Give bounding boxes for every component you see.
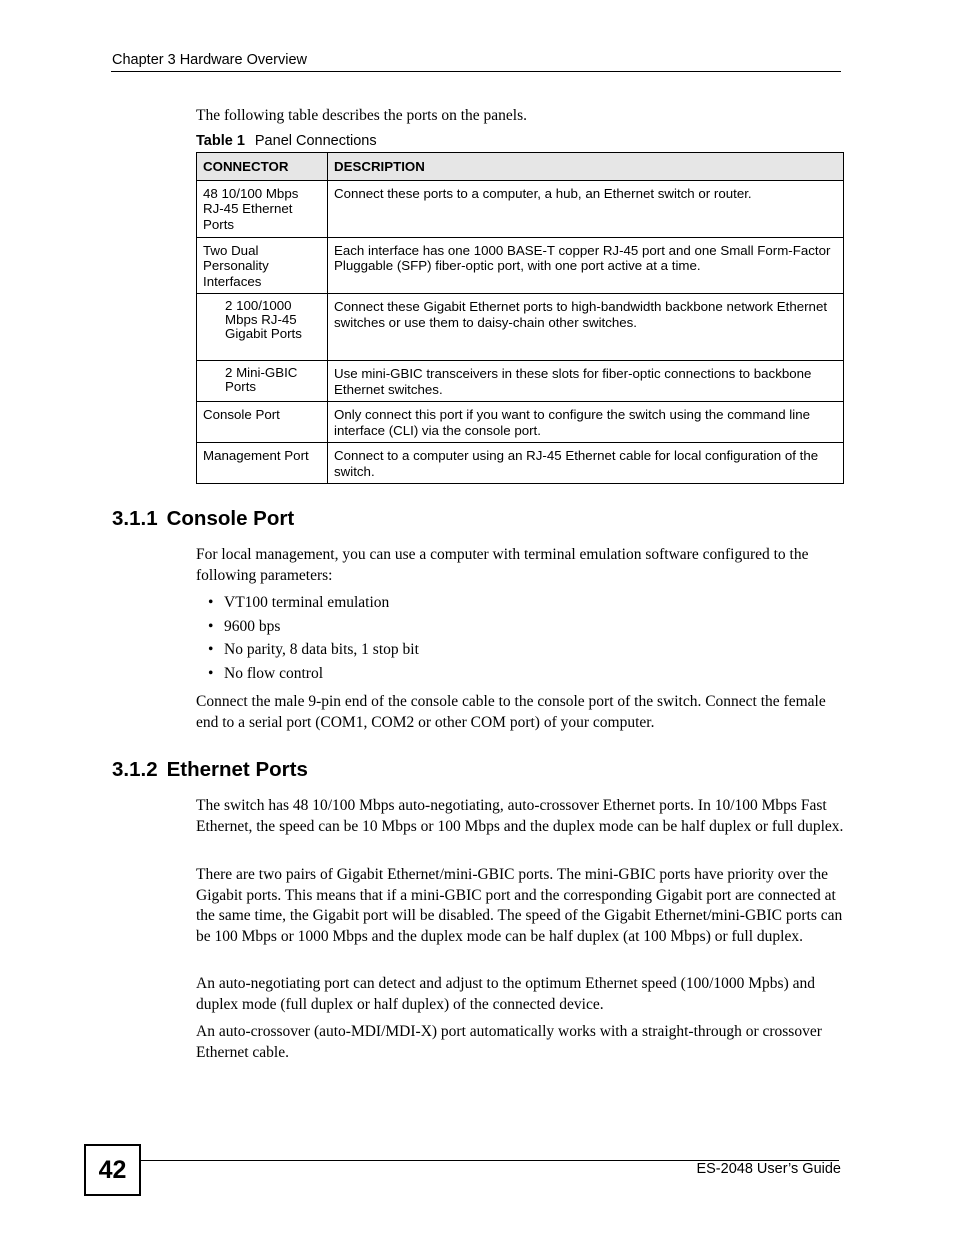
console-parameters-list xyxy=(196,591,419,685)
column-header-connector: CONNECTOR xyxy=(197,153,328,181)
section-title: Ethernet Ports xyxy=(166,758,308,781)
table-caption-title: Panel Connections xyxy=(254,133,377,149)
column-header-description: DESCRIPTION xyxy=(328,153,844,181)
list-item: • No parity, 8 data bits, 1 stop bit xyxy=(196,638,419,662)
table-intro: The following table describes the ports on the panels. xyxy=(196,107,528,124)
table-header-row xyxy=(197,153,844,181)
connector-cell: Console Port xyxy=(197,402,328,443)
ethernet-paragraph: An auto-crossover (auto-MDI/MDI-X) port automatically works with a straight-through or crossover Ethernet cable. xyxy=(196,1023,822,1061)
list-item: • No flow control xyxy=(196,662,419,686)
section-title: Console Port xyxy=(166,507,295,530)
panel-connections-table xyxy=(196,152,844,484)
section-number: 3.1.1 xyxy=(112,507,158,530)
table-row xyxy=(197,402,844,443)
console-intro-paragraph: For local management, you can use a computer with terminal emulation software configured to the following parameters: xyxy=(196,546,809,584)
running-head: Chapter 3 Hardware Overview xyxy=(112,52,308,68)
table-row xyxy=(197,361,844,402)
section-heading-ethernet-ports xyxy=(112,758,308,782)
description-cell: Each interface has one 1000 BASE-T copper RJ-45 port and one Small Form-Factor Pluggable (SFP) fiber-optic port, with one port active at a time. xyxy=(328,237,844,294)
table-row xyxy=(197,443,844,484)
table-caption xyxy=(196,133,377,149)
section-number: 3.1.2 xyxy=(112,758,158,781)
table-row xyxy=(197,180,844,237)
description-cell: Connect these ports to a computer, a hub, an Ethernet switch or router. xyxy=(328,180,844,237)
description-cell: Connect these Gigabit Ethernet ports to high-bandwidth backbone network Ethernet switches or use them to daisy-chain other switches. xyxy=(328,294,844,361)
ethernet-paragraph: The switch has 48 10/100 Mbps auto-negotiating, auto-crossover Ethernet ports. In 10/100 Mbps Fast Ethernet, the speed can be 10 Mbps or 100 Mbps and the duplex mode can be half duplex or full duplex. xyxy=(196,797,844,835)
table-row xyxy=(197,237,844,294)
section-heading-console-port xyxy=(112,507,294,531)
table-caption-label: Table 1 xyxy=(196,133,245,149)
guide-title: ES-2048 User’s Guide xyxy=(696,1161,841,1177)
description-cell: Use mini-GBIC transceivers in these slots for fiber-optic connections to backbone Ethernet switches. xyxy=(328,361,844,402)
connector-cell: Management Port xyxy=(197,443,328,484)
description-cell: Only connect this port if you want to configure the switch using the command line interface (CLI) via the console port. xyxy=(328,402,844,443)
ethernet-paragraph: An auto-negotiating port can detect and adjust to the optimum Ethernet speed (100/1000 Mpbs) and duplex mode (full duplex or half duplex) of the connected device. xyxy=(196,975,815,1013)
connector-cell: 48 10/100 Mbps RJ-45 Ethernet Ports xyxy=(197,180,328,237)
page-number: 42 xyxy=(84,1144,141,1196)
console-closing-paragraph: Connect the male 9-pin end of the console cable to the console port of the switch. Connect the female end to a serial port (COM1, COM2 or other COM port) of your computer. xyxy=(196,693,826,731)
connector-cell: 2 Mini-GBIC Ports xyxy=(197,361,328,402)
connector-cell: Two Dual Personality Interfaces xyxy=(197,237,328,294)
list-item: • 9600 bps xyxy=(196,615,419,639)
list-item: • VT100 terminal emulation xyxy=(196,591,419,615)
connector-cell: 2 100/1000 Mbps RJ-45 Gigabit Ports xyxy=(197,294,328,361)
table-row xyxy=(197,294,844,361)
ethernet-paragraph: There are two pairs of Gigabit Ethernet/mini-GBIC ports. The mini-GBIC ports have priority over the Gigabit ports. This means that if a mini-GBIC port and the corresponding Gigabit port are connected at the same time, the Gigabit port will be disabled. The speed of the Gigabit Ethernet/mini-GBIC ports can be 100 Mbps or 1000 Mbps and the duplex mode can be half duplex (at 100 Mbps) or full duplex. xyxy=(196,866,843,945)
description-cell: Connect to a computer using an RJ-45 Ethernet cable for local configuration of the switch. xyxy=(328,443,844,484)
header-rule xyxy=(111,71,841,72)
